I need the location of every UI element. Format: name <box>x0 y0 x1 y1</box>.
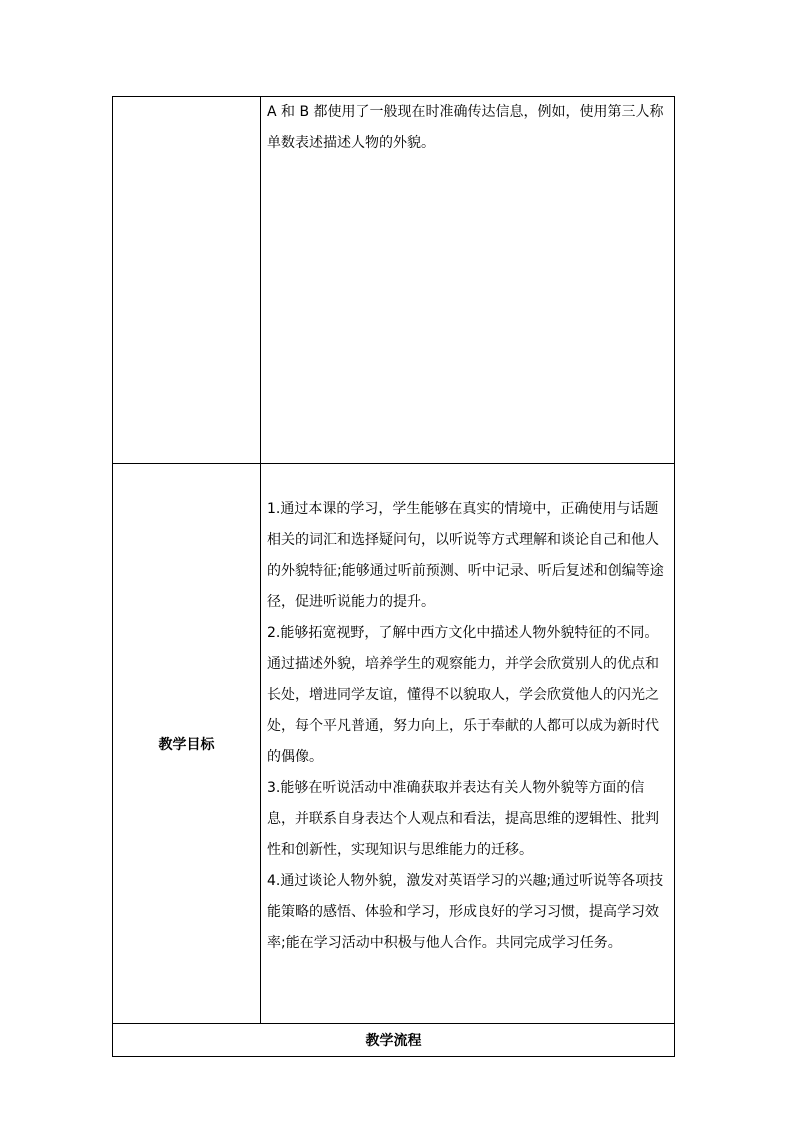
table-row <box>113 464 675 1024</box>
row-content-cell <box>261 97 675 464</box>
row-label-empty <box>113 97 261 464</box>
table-row <box>113 1024 675 1057</box>
goal-item: 3.能够在听说活动中准确获取并表达有关人物外貌等方面的信息，并联系自身表达个人观点和看法，提高思维的逻辑性、批判性和创新性，实现知识与思维能力的迁移。 <box>267 780 659 858</box>
lesson-plan-table <box>112 96 675 1057</box>
goal-item: 1.通过本课的学习，学生能够在真实的情境中，正确使用与话题相关的词汇和选择疑问句，以听说等方式理解和谈论自己和他人的外貌特征;能够通过听前预测、听中记录、听后复述和创编等途径，促进听说能力的提升。 <box>267 501 664 610</box>
teaching-goals-content <box>261 464 675 1024</box>
content-paragraph: A 和 B 都使用了一般现在时准确传达信息，例如，使用第三人称单数表述描述人物的外貌。 <box>267 104 664 151</box>
row-label-teaching-goals: 教学目标 <box>113 464 261 1024</box>
table-row <box>113 97 675 464</box>
teaching-process-heading: 教学流程 <box>113 1024 675 1057</box>
goal-item: 4.通过谈论人物外貌，激发对英语学习的兴趣;通过听说等各项技能策略的感悟、体验和学习，形成良好的学习习惯，提高学习效率;能在学习活动中积极与他人合作。共同完成学习任务。 <box>267 873 664 951</box>
goal-item: 2.能够拓宽视野，了解中西方文化中描述人物外貌特征的不同。通过描述外貌，培养学生的观察能力，并学会欣赏别人的优点和长处，增进同学友谊，懂得不以貌取人，学会欣赏他人的闪光之处，每个平凡普通，努力向上，乐于奉献的人都可以成为新时代的偶像。 <box>267 625 659 765</box>
